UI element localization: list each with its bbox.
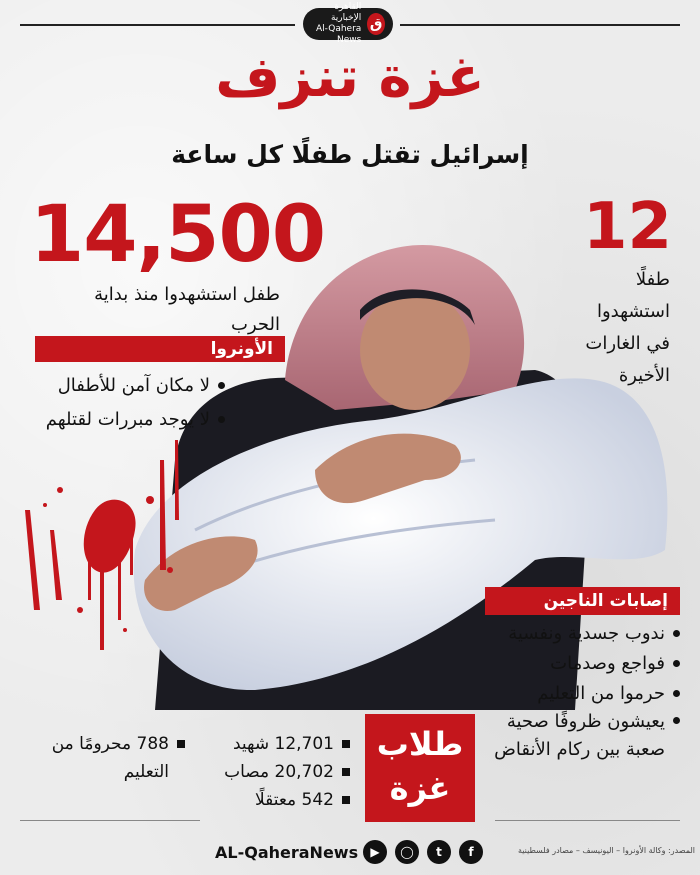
blood-splatter-graphic xyxy=(0,430,240,670)
list-item: 12,701 شهيد xyxy=(200,730,350,758)
bullet-square xyxy=(177,740,185,748)
list-item: 20,702 مصاب xyxy=(200,758,350,786)
survivors-bullets xyxy=(480,618,680,764)
children-killed-number: 14,500 xyxy=(30,190,325,280)
youtube-icon[interactable]: ▶ xyxy=(363,840,387,864)
recent-raids-number: 12 xyxy=(583,190,673,264)
children-killed-caption: طفل استشهدوا منذ بداية الحرب xyxy=(94,284,280,335)
bullet-dot xyxy=(673,690,680,697)
bullet-dot xyxy=(673,717,680,724)
headline: غزة تنزف xyxy=(215,45,485,110)
caption-line: طفلًا xyxy=(635,269,670,290)
caption-line: الأخيرة xyxy=(618,365,670,386)
caption-line: في الغارات xyxy=(585,333,670,354)
source-credit: المصدر: وكالة الأونروا – اليونيسف – مصادر فلسطينية xyxy=(517,846,695,855)
brand-name-ar: القاهرة الإخبارية xyxy=(330,2,362,23)
brand-logo xyxy=(303,2,393,45)
gaza-students-box: طلاب غزة xyxy=(365,714,475,822)
unrwa-title: الأونروا xyxy=(210,339,273,359)
list-item: يعيشون ظروفًا صحية صعبة بين ركام الأنقاض xyxy=(480,708,680,764)
unrwa-title-bar xyxy=(35,336,285,362)
footer-rule-right xyxy=(495,820,680,821)
top-rule-right xyxy=(400,24,680,26)
survivors-title: إصابات الناجين xyxy=(543,591,668,611)
list-item: حرموا من التعليم xyxy=(480,678,680,708)
bullet-square xyxy=(342,740,350,748)
footer-rule-left xyxy=(20,820,200,821)
bullet-dot xyxy=(218,416,225,423)
list-item: لا مكان آمن للأطفال xyxy=(35,368,225,402)
instagram-icon[interactable]: ◯ xyxy=(395,840,419,864)
students-deprived xyxy=(35,730,185,786)
recent-raids-caption xyxy=(560,264,670,392)
list-item: ندوب جسدية ونفسية xyxy=(480,618,680,648)
survivors-title-bar xyxy=(485,587,680,615)
brand-mark: ق xyxy=(367,13,385,35)
bullet-dot xyxy=(673,630,680,637)
twitter-icon[interactable]: t xyxy=(427,840,451,864)
unrwa-bullets xyxy=(35,368,225,436)
website-label: AL-QaheraNews xyxy=(215,843,359,862)
students-stats xyxy=(200,730,350,814)
bullet-square xyxy=(342,768,350,776)
brand-name-en: Al-Qahera News xyxy=(316,24,362,45)
subheadline: إسرائيل تقتل طفلًا كل ساعة xyxy=(171,140,529,169)
bullet-dot xyxy=(218,382,225,389)
bullet-square xyxy=(342,796,350,804)
caption-line: استشهدوا xyxy=(596,301,670,322)
list-item: فواجع وصدمات xyxy=(480,648,680,678)
bullet-dot xyxy=(673,660,680,667)
brand-logo-text xyxy=(303,2,361,46)
list-item: 788 محرومًا من التعليم xyxy=(35,730,185,786)
list-item: لا يوجد مبررات لقتلهم xyxy=(35,402,225,436)
top-rule-left xyxy=(20,24,295,26)
facebook-icon[interactable]: f xyxy=(459,840,483,864)
list-item: 542 معتقلًا xyxy=(200,786,350,814)
